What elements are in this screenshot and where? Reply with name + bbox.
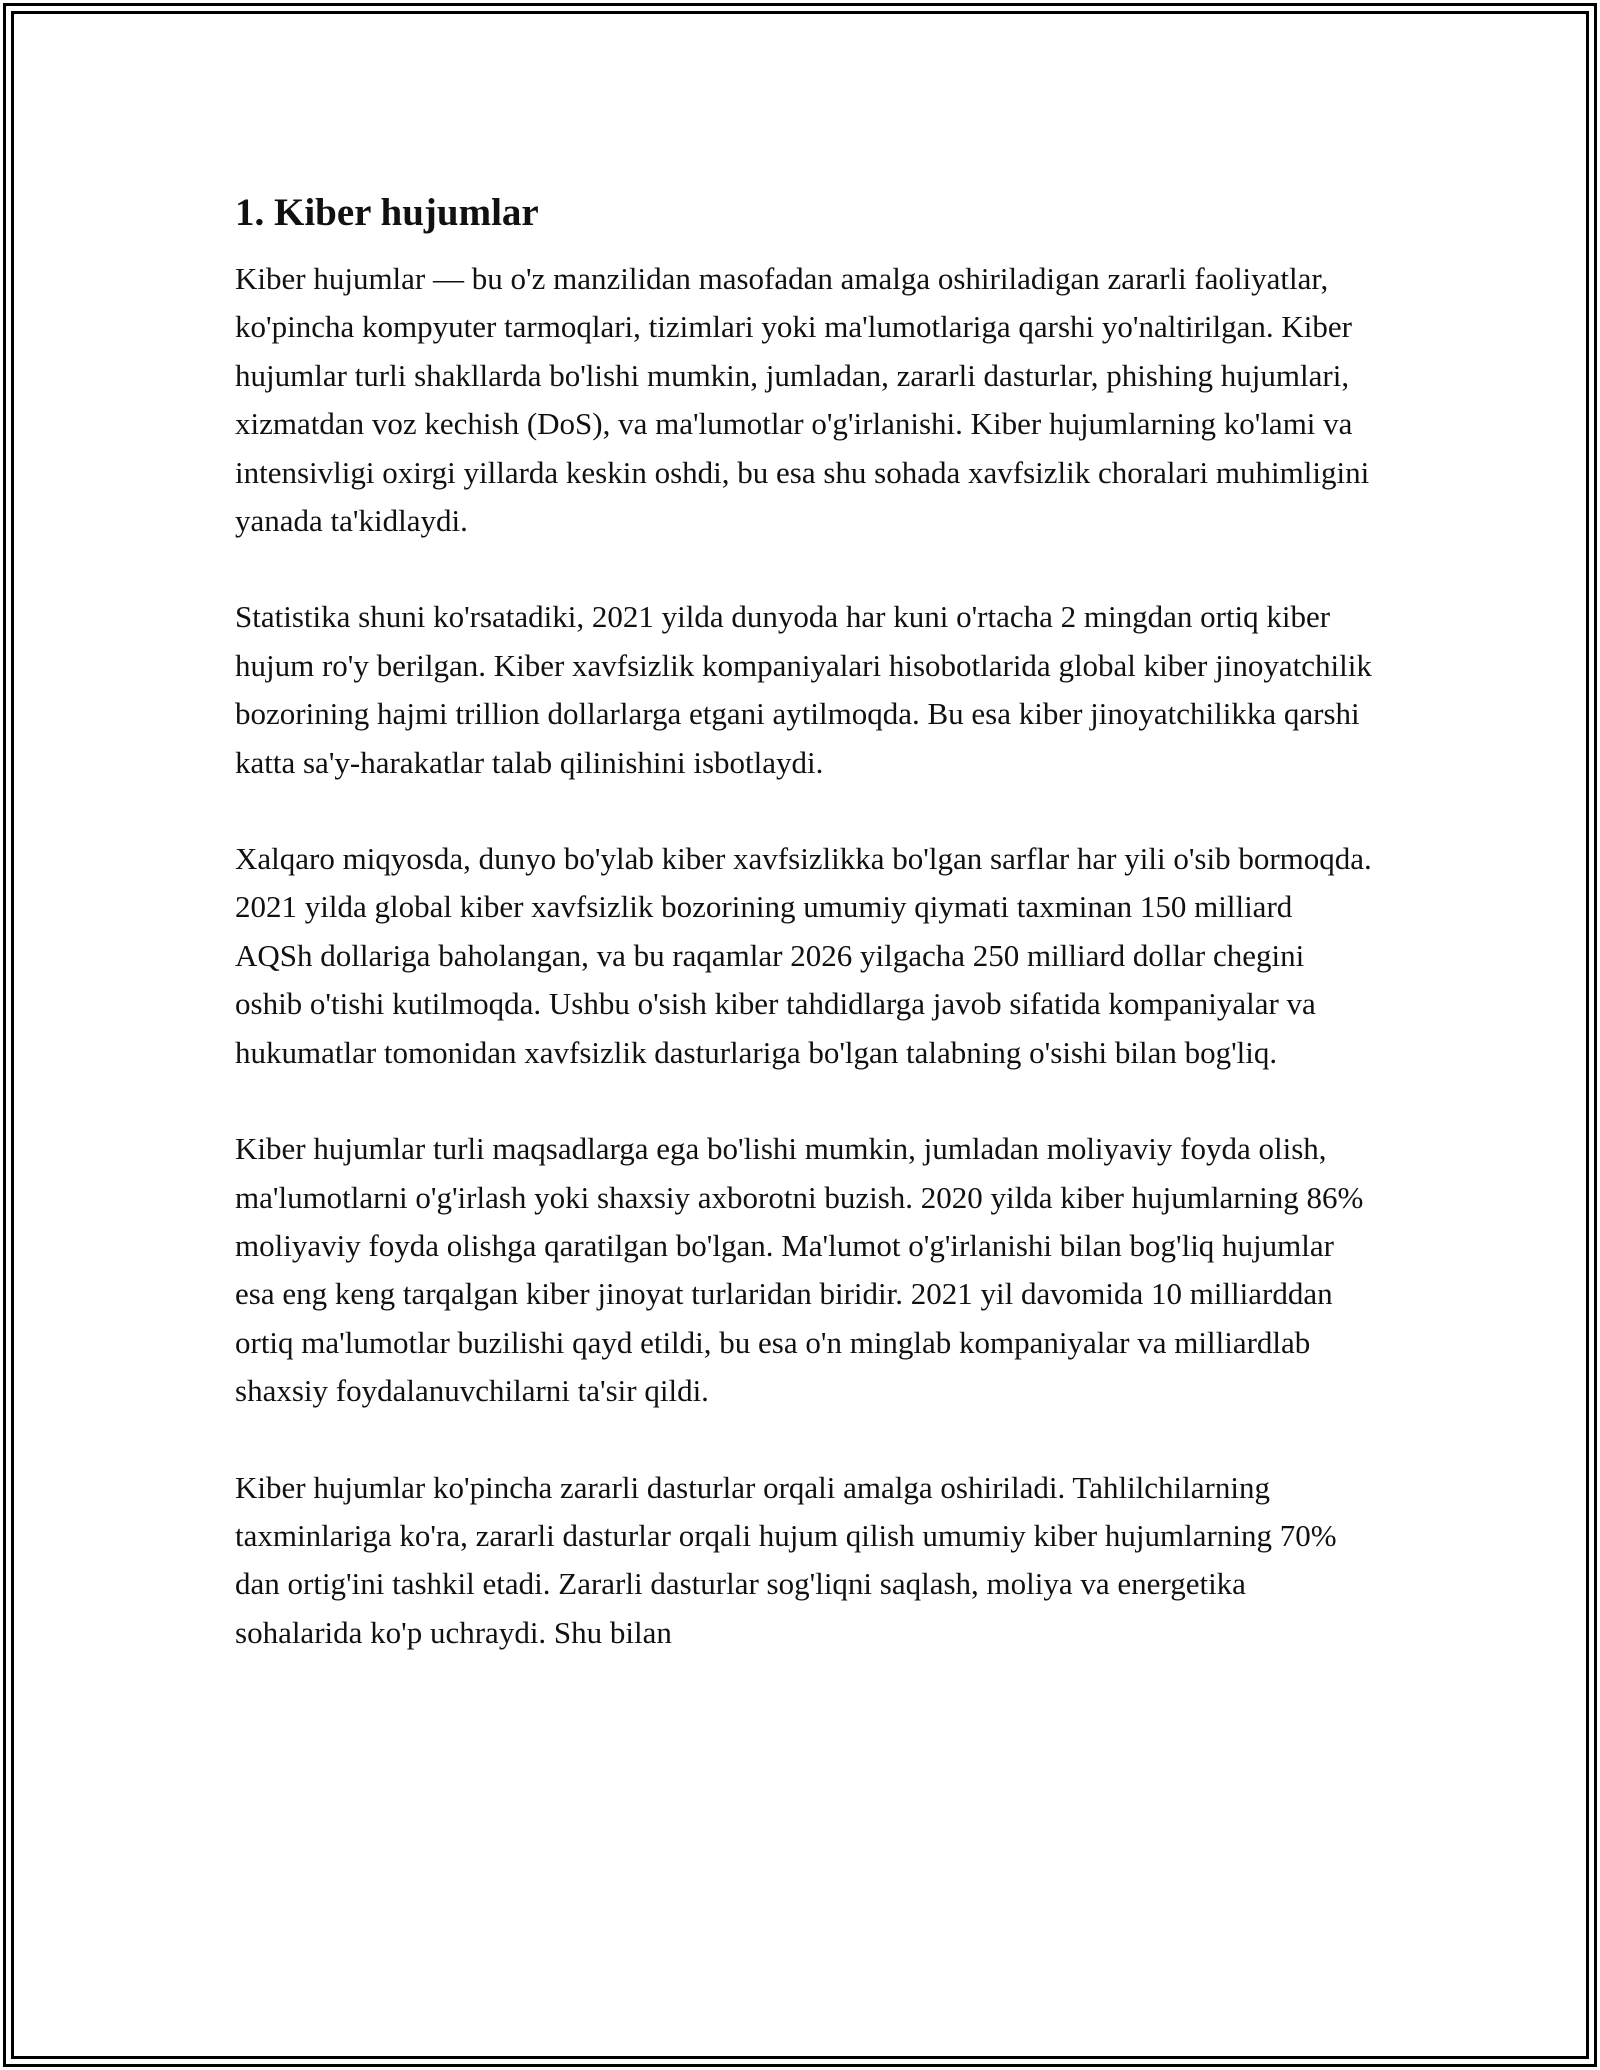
paragraph-5: Kiber hujumlar ko'pincha zararli dasturlar orqali amalga oshiriladi. Tahlilchilarning taxminlariga ko'ra, zararli dasturlar orqali hujum qilish umumiy kiber hujumlarning 70% dan ortig'ini tashkil etadi. Zararli dasturlar sog'liqni saqlash, moliya va energetika sohalarida ko'p uchraydi. Shu bilan [235,1469,1337,1650]
paragraph-1: Kiber hujumlar — bu o'z manzilidan masofadan amalga oshiriladigan zararli faoliyatlar, ko'pincha kompyuter tarmoqlari, tizimlari yoki ma'lumotlariga qarshi yo'naltirilgan. Kiber hujumlar turli shakllarda bo'lishi mumkin, jumladan, zararli dasturlar, phishing hujumlari, xizmatdan voz kechish (DoS), va ma'lumotlar o'g'irlanishi. Kiber hujumlarning ko'lami va intensivligi oxirgi yillarda keskin oshdi, bu esa shu sohada xavfsizlik choralari muhimligini yanada ta'kidlaydi. [235,261,1370,539]
paragraph-3: Xalqaro miqyosda, dunyo bo'ylab kiber xavfsizlikka bo'lgan sarflar har yili o'sib bormoqda. 2021 yilda global kiber xavfsizlik bozorining umumiy qiymati taxminan 150 milliard AQSh dollariga baholangan, va bu raqamlar 2026 yilgacha 250 milliard dollar chegini oshib o'tishi kutilmoqda. Ushbu o'sish kiber tahdidlarga javob sifatida kompaniyalar va hukumatlar tomonidan xavfsizlik dasturlariga bo'lgan talabning o'sishi bilan bog'liq. [235,841,1372,1070]
document-body [235,187,1375,1657]
paragraph-2: Statistika shuni ko'rsatadiki, 2021 yilda dunyoda har kuni o'rtacha 2 mingdan ortiq kiber hujum ro'y berilgan. Kiber xavfsizlik kompaniyalari hisobotlarida global kiber jinoyatchilik bozorining hajmi trillion dollarlarga etgani aytilmoqda. Bu esa kiber jinoyatchilikka qarshi katta sa'y-harakatlar talab qilinishini isbotlaydi. [235,599,1372,780]
section-heading: 1. Kiber hujumlar [235,191,539,234]
paragraph-4: Kiber hujumlar turli maqsadlarga ega bo'lishi mumkin, jumladan moliyaviy foyda olish, ma'lumotlarni o'g'irlash yoki shaxsiy axborotni buzish. 2020 yilda kiber hujumlarning 86% moliyaviy foyda olishga qaratilgan bo'lgan. Ma'lumot o'g'irlanishi bilan bog'liq hujumlar esa eng keng tarqalgan kiber jinoyat turlaridan biridir. 2021 yil davomida 10 milliarddan ortiq ma'lumotlar buzilishi qayd etildi, bu esa o'n minglab kompaniyalar va milliardlab shaxsiy foydalanuvchilarni ta'sir qildi. [235,1131,1364,1409]
